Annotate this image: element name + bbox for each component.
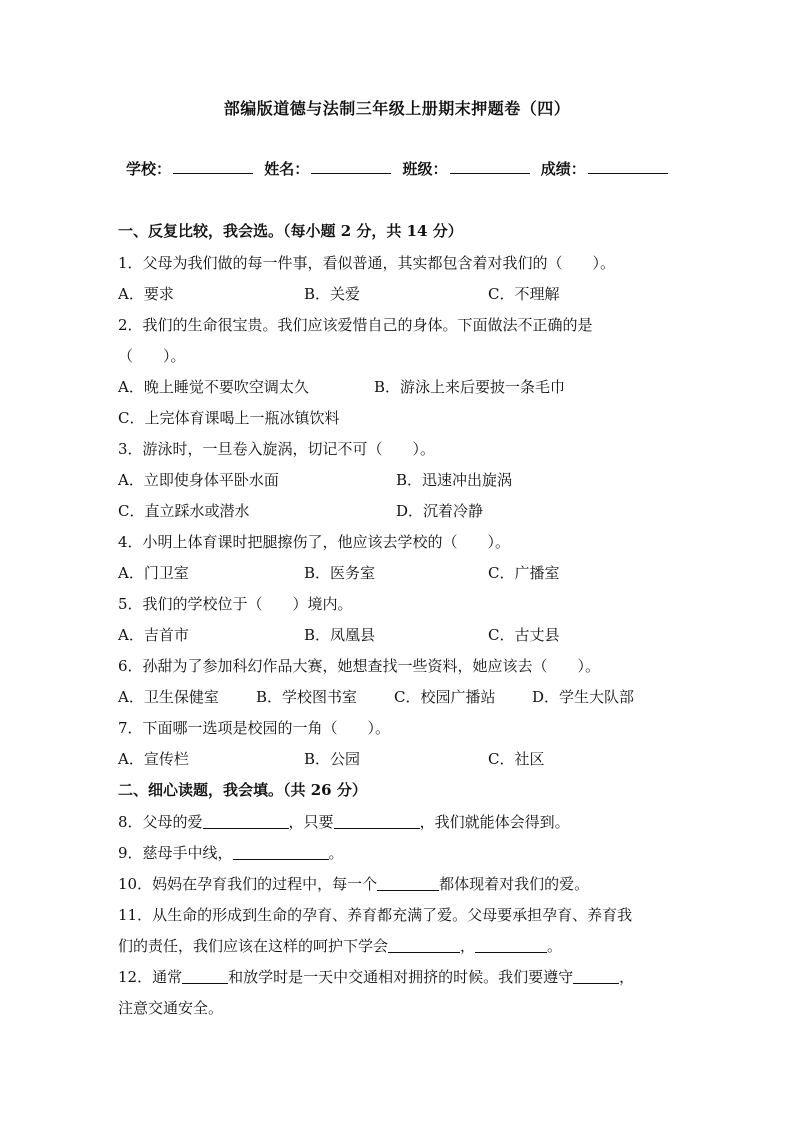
question-2-bracket: （ ）。 [118, 347, 186, 365]
name-blank[interactable] [311, 159, 391, 174]
question-11-line-1: 11．从生命的形成到生命的孕育、养育都充满了爱。父母要承担孕育、养育我 [118, 906, 633, 924]
question-5: 5．我们的学校位于（ ）境内。 [118, 595, 353, 613]
score-field: 成绩： [541, 158, 668, 179]
question-7: 7．下面哪一选项是校园的一角（ ）。 [118, 719, 391, 737]
q11-blank-1[interactable] [388, 936, 460, 953]
page-title: 部编版道德与法制三年级上册期末押题卷（四） [223, 99, 571, 118]
q3-option-b[interactable]: B．迅速冲出旋涡 [396, 471, 513, 489]
q6-option-c[interactable]: C．校园广播站 [394, 688, 496, 706]
q2-option-b[interactable]: B．游泳上来后要披一条毛巾 [374, 378, 566, 396]
q11-blank-2[interactable] [475, 936, 547, 953]
name-field: 姓名： [264, 158, 391, 179]
student-info-row [126, 158, 686, 179]
q3-option-c[interactable]: C．直立踩水或潜水 [118, 502, 250, 520]
school-blank[interactable] [173, 159, 253, 174]
question-2: 2．我们的生命很宝贵。我们应该爱惜自己的身体。下面做法不正确的是 [118, 316, 593, 334]
question-12-line-1: 12．通常 和放学时是一天中交通相对拥挤的时候。我们要遵守 ， [118, 968, 635, 986]
question-4: 4．小明上体育课时把腿擦伤了，他应该去学校的（ ）。 [118, 533, 511, 551]
question-9: 9．慈母手中线， 。 [118, 844, 344, 862]
q9-blank[interactable] [233, 843, 329, 860]
q2-option-a[interactable]: A．晚上睡觉不要吹空调太久 [118, 378, 309, 396]
q6-option-a[interactable]: A．卫生保健室 [118, 688, 219, 706]
class-blank[interactable] [450, 159, 530, 174]
q12-blank-1[interactable] [182, 967, 228, 984]
question-3: 3．游泳时，一旦卷入旋涡，切记不可（ ）。 [118, 440, 436, 458]
question-10: 10．妈妈在孕育我们的过程中，每一个 都体现着对我们的爱。 [118, 875, 590, 893]
q4-option-b[interactable]: B．医务室 [304, 564, 376, 582]
q1-option-b[interactable]: B．关爱 [304, 285, 361, 303]
question-8: 8．父母的爱 ，只要 ，我们就能体会得到。 [118, 813, 570, 831]
q5-option-c[interactable]: C．古丈县 [488, 626, 560, 644]
section-2-heading: 二、细心读题，我会填。（共 26 分） [118, 781, 367, 799]
question-1: 1．父母为我们做的每一件事，看似普通，其实都包含着对我们的（ ）。 [118, 254, 616, 272]
q2-option-c[interactable]: C．上完体育课喝上一瓶冰镇饮料 [118, 409, 340, 427]
school-field: 学校： [126, 158, 253, 179]
q4-option-c[interactable]: C．广播室 [488, 564, 560, 582]
q1-option-c[interactable]: C．不理解 [488, 285, 560, 303]
q1-option-a[interactable]: A．要求 [118, 285, 174, 303]
q6-option-d[interactable]: D．学生大队部 [532, 688, 635, 706]
q10-blank[interactable] [377, 874, 439, 891]
q7-option-c[interactable]: C．社区 [488, 750, 545, 768]
q5-option-b[interactable]: B．凤凰县 [304, 626, 376, 644]
score-blank[interactable] [588, 159, 668, 174]
q4-option-a[interactable]: A．门卫室 [118, 564, 189, 582]
q7-option-a[interactable]: A．宣传栏 [118, 750, 189, 768]
q6-option-b[interactable]: B．学校图书室 [256, 688, 358, 706]
q7-option-b[interactable]: B．公园 [304, 750, 361, 768]
section-1-heading: 一、反复比较，我会选。（每小题 2 分，共 14 分） [118, 222, 463, 240]
q8-blank-2[interactable] [334, 812, 420, 829]
class-field: 班级： [403, 158, 530, 179]
question-12-line-2: 注意交通安全。 [118, 999, 224, 1017]
q3-option-d[interactable]: D．沉着冷静 [396, 502, 484, 520]
q3-option-a[interactable]: A．立即使身体平卧水面 [118, 471, 279, 489]
q8-blank-1[interactable] [203, 812, 289, 829]
q12-blank-2[interactable] [573, 967, 619, 984]
q5-option-a[interactable]: A．吉首市 [118, 626, 189, 644]
question-11-line-2: 们的责任，我们应该在这样的呵护下学会 ， 。 [118, 937, 563, 955]
question-6: 6．孙甜为了参加科幻作品大赛，她想查找一些资料，她应该去（ ）。 [118, 657, 601, 675]
